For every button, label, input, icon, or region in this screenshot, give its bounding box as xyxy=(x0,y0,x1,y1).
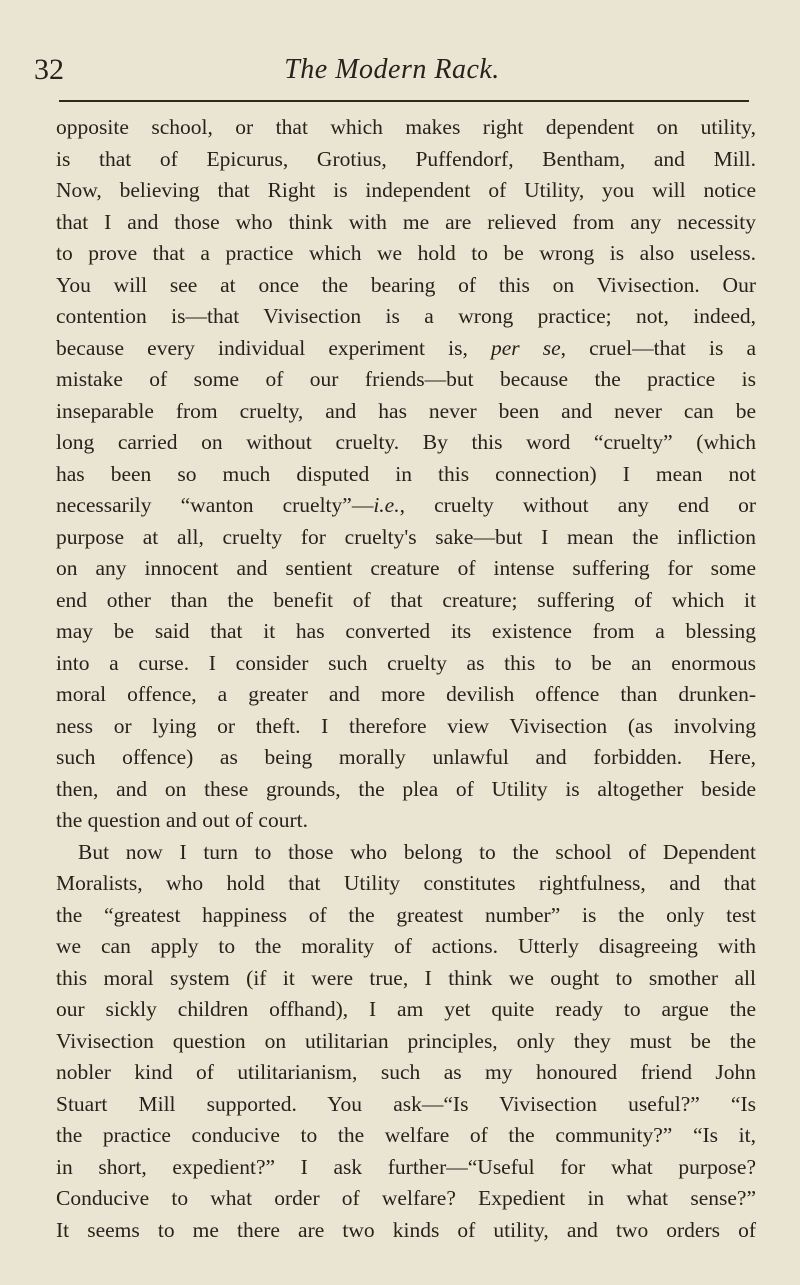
text-line: may be said that it has converted its existence from a blessing xyxy=(56,619,756,643)
text-line: on any innocent and sentient creature of intense suffering for some xyxy=(56,556,756,580)
text-line: the practice conducive to the welfare of the community?” “Is it, xyxy=(56,1123,756,1147)
text-line: such offence) as being morally unlawful and forbidden. Here, xyxy=(56,745,756,769)
header-rule xyxy=(59,100,749,102)
text-line: opposite school, or that which makes right dependent on utility, xyxy=(56,115,756,139)
text-line: Moralists, who hold that Utility constitutes rightfulness, and that xyxy=(56,871,756,895)
text-line: end other than the benefit of that creature; suffering of which it xyxy=(56,587,756,612)
text-line: mistake of some of our friends—but because the practice is xyxy=(56,367,756,391)
text-line: ness or lying or theft. I therefore view Vivisection (as involving xyxy=(56,713,756,738)
page-header xyxy=(34,52,750,92)
text-line: in short, expedient?” I ask further—“Useful for what purpose? xyxy=(56,1154,756,1179)
text-line: Stuart Mill supported. You ask—“Is Vivisection useful?” “Is xyxy=(56,1091,756,1116)
text-line: nobler kind of utilitarianism, such as my honoured friend John xyxy=(56,1060,756,1084)
text-line: into a curse. I consider such cruelty as this to be an enormous xyxy=(56,650,756,675)
text-line: because every individual experiment is, per se, cruel—that is a xyxy=(56,335,756,360)
text-line: we can apply to the morality of actions. Utterly disagreeing with xyxy=(56,934,756,958)
text-line: to prove that a practice which we hold to be wrong is also useless. xyxy=(56,241,756,265)
paragraph xyxy=(56,112,756,837)
text-line: moral offence, a greater and more devilish offence than drunken- xyxy=(56,682,756,706)
text-line: Vivisection question on utilitarian principles, only they must be the xyxy=(56,1028,756,1053)
italic-term: i.e. xyxy=(373,493,400,517)
text-line: that I and those who think with me are relieved from any necessity xyxy=(56,209,756,234)
text-line: Now, believing that Right is independent of Utility, you will notice xyxy=(56,178,756,202)
text-line: It seems to me there are two kinds of utility, and two orders of xyxy=(56,1217,756,1242)
text-line: the “greatest happiness of the greatest number” is the only test xyxy=(56,902,756,927)
paragraph xyxy=(56,837,756,1247)
text-line: has been so much disputed in this connection) I mean not xyxy=(56,461,756,486)
text-line: You will see at once the bearing of this on Vivisection. Our xyxy=(56,272,756,297)
text-line: long carried on without cruelty. By this word “cruelty” (which xyxy=(56,430,756,454)
italic-term: per se xyxy=(490,335,561,360)
text-line: the question and out of court. xyxy=(56,808,308,832)
text-line: contention is—that Vivisection is a wrong practice; not, indeed, xyxy=(56,304,756,328)
text-line: purpose at all, cruelty for cruelty's sake—but I mean the infliction xyxy=(56,524,756,549)
text-line: is that of Epicurus, Grotius, Puffendorf, Bentham, and Mill. xyxy=(56,146,756,171)
text-line: necessarily “wanton cruelty”—i.e., cruelty without any end or xyxy=(56,493,756,517)
text-line: Conducive to what order of welfare? Expedient in what sense?” xyxy=(56,1186,756,1210)
running-title: The Modern Rack. xyxy=(284,54,500,85)
body-text xyxy=(56,112,756,1246)
page-number: 32 xyxy=(34,53,64,86)
text-line: But now I turn to those who belong to the school of Dependent xyxy=(78,839,756,864)
text-line: this moral system (if it were true, I think we ought to smother all xyxy=(56,965,756,990)
text-line: our sickly children offhand), I am yet quite ready to argue the xyxy=(56,997,756,1021)
text-line: then, and on these grounds, the plea of Utility is altogether beside xyxy=(56,776,756,801)
text-line: inseparable from cruelty, and has never been and never can be xyxy=(56,398,756,423)
